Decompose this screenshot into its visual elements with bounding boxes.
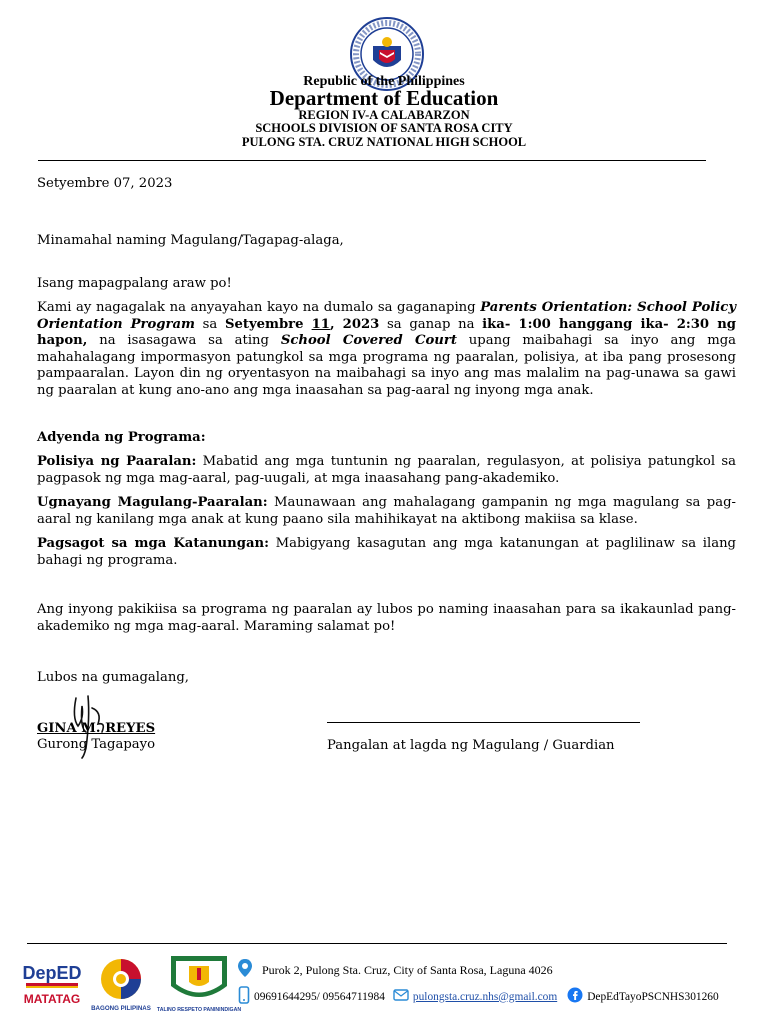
intro-paragraph [37,300,736,400]
region-line: REGION IV-A CALABARZON [298,108,470,122]
signatory-title: Gurong Tagapayo [37,737,156,752]
intro-text-1: Kami ay nagagalak na anyayahan kayo na dumalo sa gaganaping [37,300,481,315]
header-divider [38,160,706,161]
closing-paragraph: Ang inyong pakikiisa sa programa ng paaralan ay lubos po naming inaasahan para sa ikakaunlad pang-akademiko ng mga mag-aaral. Maraming salamat po! [37,602,736,634]
facebook-page[interactable]: DepEdTayoPSCNHS301260 [587,990,719,1003]
parent-signature-label: Pangalan at lagda ng Magulang / Guardian [327,738,615,753]
phone-icon [238,986,250,1007]
intro-text-2: sa [194,316,225,332]
intro-text-3: sa ganap na [379,316,483,332]
event-date [225,317,379,332]
event-date-month: Setyembre [224,316,312,332]
signatory-name: GINA M. REYES [37,721,156,736]
event-date-day: 11 [311,316,330,332]
footer-divider [27,943,727,944]
agenda-item-questions [37,536,736,569]
agenda-item-policies [37,454,736,487]
agenda-label: Polisiya ng Paaralan: [37,454,197,469]
intro-text-4: na isasagawa sa ating [87,333,281,349]
parent-signature-line [327,722,640,723]
greeting: Isang mapagpalang araw po! [37,276,232,291]
location-pin-icon [236,958,254,982]
republic-line: Republic of the Philippines [303,74,465,89]
matatag-wordmark: MATATAG [23,992,81,1006]
bagong-pilipinas-wordmark: BAGONG PILIPINAS [91,1005,151,1012]
agenda-label: Ugnayang Magulang-Paaralan: [37,495,268,510]
facebook-icon [567,987,583,1006]
letter-date: Setyembre 07, 2023 [37,176,173,191]
agenda-label: Pagsagot sa mga Katanungan: [37,536,269,551]
event-time: ika- 1:00 hanggang ika- 2:30 ng hapon, [37,316,736,349]
event-date-year: , 2023 [329,316,380,332]
contact-row [238,986,719,1007]
division-line: SCHOOLS DIVISION OF SANTA ROSA CITY [255,121,513,135]
email-link[interactable]: pulongsta.cruz.nhs@gmail.com [412,990,558,1003]
school-address: Purok 2, Pulong Sta. Cruz, City of Santa Rosa, Laguna 4026 [262,962,553,977]
email-icon [393,988,409,1005]
agenda-text: Mabigyang kasagutan ang mga katanungan at paglilinaw sa ilang bahagi ng programa. [37,536,736,568]
intro-text-5: upang maibahagi sa inyo ang mga mahahalagang impormasyon patungkol sa mga programa ng paaralan, polisiya, at iba pang prosesong pampaaralan. Layon din ng oryentasyon na maibahagi sa inyo ang mas malalim na pag-unawa sa gawi ng paaralan at kung ano-ano ang mga inaasahan sa pag-aaral ng inyong mga anak. [37,333,736,398]
school-seal-logo [156,952,242,1014]
bagong-pilipinas-logo [90,955,152,1013]
agenda-item-parent-school [37,495,736,528]
deped-matatag-logo [20,957,84,1009]
deped-wordmark: DepED [22,963,82,983]
salutation: Minamahal naming Magulang/Tagapag-alaga, [37,233,344,248]
agenda-title: Adyenda ng Programa: [37,430,206,445]
school-motto: TALINO RESPETO PANININDIGAN [156,1007,242,1013]
event-name: Parents Orientation: School Policy Orientation Program [37,300,736,332]
agenda-text: Mabatid ang mga tuntunin ng paaralan, regulasyon, at polisiya patungkol sa pagpasok ng mga mag-aaral, pag-uugali, at mga inaasahang pang-akademiko. [37,454,736,486]
event-venue: School Covered Court [280,333,457,349]
agenda-text: Maunawaan ang mahalagang gampanin ng mga magulang sa pag-aaral ng kanilang mga anak at kung paano sila mahihikayat na aktibong makiisa sa klase. [37,495,737,527]
school-line: PULONG STA. CRUZ NATIONAL HIGH SCHOOL [241,135,527,149]
department-name: Department of Education [269,86,499,110]
complimentary-close: Lubos na gumagalang, [37,670,189,685]
address-row [236,958,553,982]
phone-numbers: 09691644295/ 09564711984 [254,990,385,1003]
